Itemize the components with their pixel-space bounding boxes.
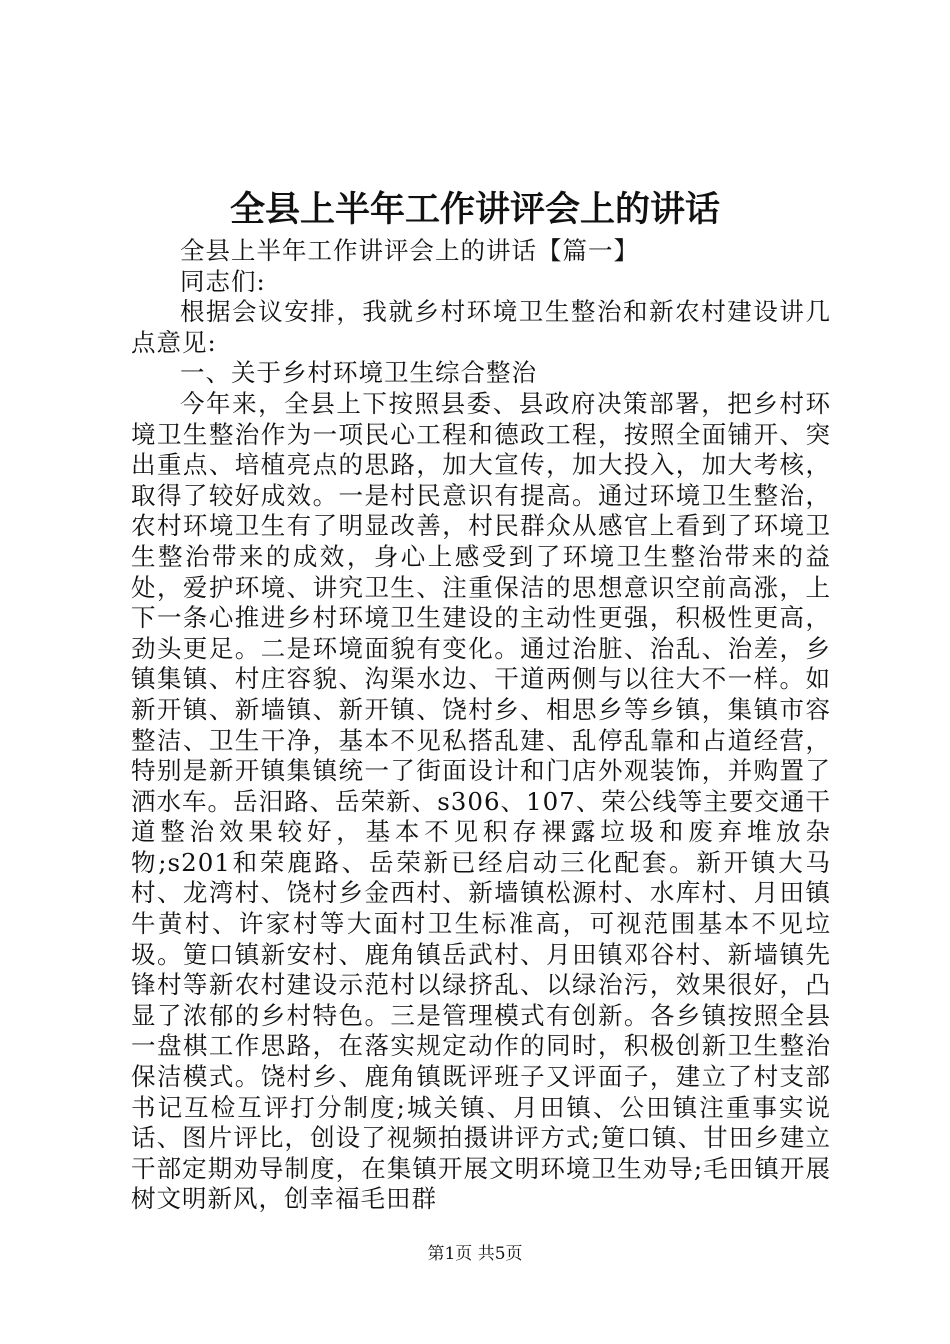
document-body: [131, 236, 831, 1215]
body-paragraph: 今年来，全县上下按照县委、县政府决策部署，把乡村环境卫生整治作为一项民心工程和德政工程，按照全面铺开、突出重点、培植亮点的思路，加大宣传，加大投入，加大考核，取得了较好成效。一是村民意识有提高。通过环境卫生整治，农村环境卫生有了明显改善，村民群众从感官上看到了环境卫生整治带来的成效，身心上感受到了环境卫生整治带来的益处，爱护环境、讲究卫生、注重保洁的思想意识空前高涨，上下一条心推进乡村环境卫生建设的主动性更强，积极性更高，劲头更足。二是环境面貌有变化。通过治脏、治乱、治差，乡镇集镇、村庄容貌、沟渠水边、干道两侧与以往大不一样。如新开镇、新墙镇、新开镇、饶村乡、相思乡等乡镇，集镇市容整洁、卫生干净，基本不见私搭乱建、乱停乱靠和占道经营，特别是新开镇集镇统一了街面设计和门店外观装饰，并购置了洒水车。岳汨路、岳荣新、s306、107、荣公线等主要交通干道整治效果较好，基本不见积存裸露垃圾和废弃堆放杂物;s201和荣鹿路、岳荣新已经启动三化配套。新开镇大马村、龙湾村、饶村乡金西村、新墙镇松源村、水库村、月田镇牛黄村、许家村等大面村卫生标准高，可视范围基本不见垃圾。筻口镇新安村、鹿角镇岳武村、月田镇邓谷村、新墙镇先锋村等新农村建设示范村以绿挤乱、以绿治污，效果很好，凸显了浓郁的乡村特色。三是管理模式有创新。各乡镇按照全县一盘棋工作思路，在落实规定动作的同时，积极创新卫生整治保洁模式。饶村乡、鹿角镇既评班子又评面子，建立了村支部书记互检互评打分制度;城关镇、月田镇、公田镇注重事实说话、图片评比，创设了视频拍摄讲评方式;筻口镇、甘田乡建立干部定期劝导制度，在集镇开展文明环境卫生劝导;毛田镇开展树文明新风，创幸福毛田群: [131, 388, 831, 1214]
salutation: 同志们:: [180, 266, 266, 296]
intro-paragraph: 根据会议安排，我就乡村环境卫生整治和新农村建设讲几点意见:: [131, 297, 831, 357]
document-title: 全县上半年工作讲评会上的讲话: [229, 189, 720, 230]
page-footer: 第1页 共5页: [427, 1244, 523, 1264]
subsection-heading: 一、关于乡村环境卫生综合整治: [180, 358, 537, 388]
section-heading: 全县上半年工作讲评会上的讲话【篇一】: [180, 236, 639, 265]
